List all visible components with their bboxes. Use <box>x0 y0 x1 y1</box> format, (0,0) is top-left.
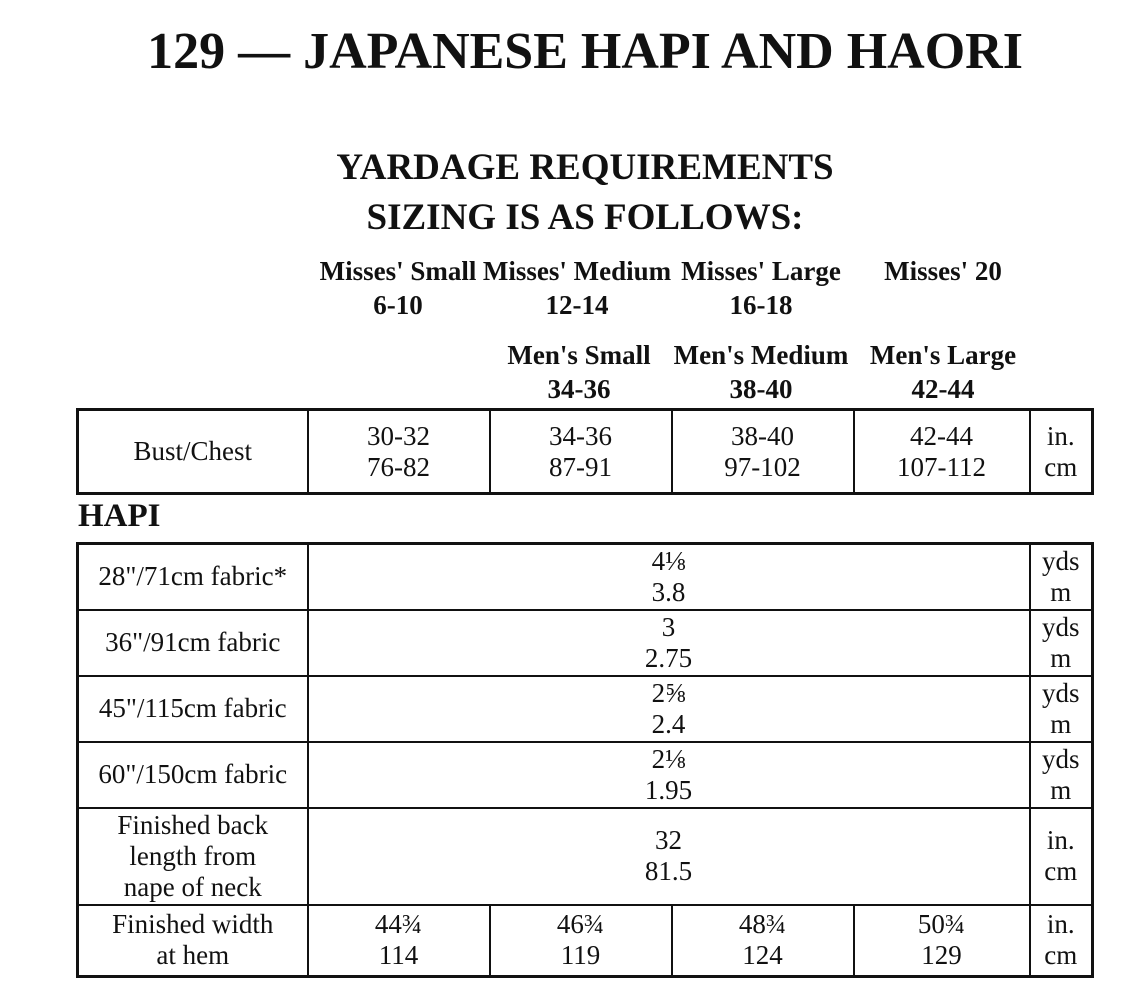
unit-cell: in. cm <box>1030 905 1093 977</box>
mens-size-name: Men's Medium <box>673 340 849 370</box>
unit-cell: yds m <box>1030 676 1093 742</box>
mens-size-range: 42-44 <box>911 374 975 404</box>
misses-size-range: 12-14 <box>545 290 609 320</box>
table-cell: 32 81.5 <box>308 808 1030 905</box>
table-cell: 2⅛ 1.95 <box>308 742 1030 808</box>
table-cell: 48¾ 124 <box>672 905 854 977</box>
table-cell: 38-40 97-102 <box>672 410 854 494</box>
row-label: Bust/Chest <box>78 410 308 494</box>
section-label-hapi: HAPI <box>78 498 161 534</box>
table-cell: 46¾ 119 <box>490 905 672 977</box>
table-row <box>78 610 1093 676</box>
mens-header-col-2 <box>488 338 670 406</box>
unit-cell: yds m <box>1030 742 1093 808</box>
mens-size-name: Men's Small <box>507 340 651 370</box>
table-cell: 50¾ 129 <box>854 905 1030 977</box>
table-row <box>78 676 1093 742</box>
misses-size-range: 6-10 <box>373 290 423 320</box>
row-label: 60"/150cm fabric <box>78 742 308 808</box>
misses-size-range: 16-18 <box>729 290 793 320</box>
mens-header-col-4 <box>852 338 1034 406</box>
misses-size-name: Misses' Medium <box>482 256 672 286</box>
table-cell: 30-32 76-82 <box>308 410 490 494</box>
unit-cell: yds m <box>1030 610 1093 676</box>
unit-cell: in. cm <box>1030 808 1093 905</box>
size-header-col-4 <box>852 254 1034 288</box>
misses-size-name: Misses' Large <box>681 256 841 286</box>
page-title: 129 — JAPANESE HAPI AND HAORI <box>147 23 1023 80</box>
misses-size-name: Misses' 20 <box>884 256 1002 286</box>
row-label: 36"/91cm fabric <box>78 610 308 676</box>
mens-header-col-3 <box>670 338 852 406</box>
table-row <box>78 742 1093 808</box>
mens-size-range: 34-36 <box>547 374 611 404</box>
table-cell: 2⅝ 2.4 <box>308 676 1030 742</box>
table-cell: 34-36 87-91 <box>490 410 672 494</box>
table-cell: 3 2.75 <box>308 610 1030 676</box>
table-cell: 44¾ 114 <box>308 905 490 977</box>
row-label: Finished back length from nape of neck <box>78 808 308 905</box>
size-header-col-2 <box>482 254 672 322</box>
table-cell: 4⅛ 3.8 <box>308 544 1030 610</box>
bust-chest-table <box>76 408 1094 495</box>
table-cell: 42-44 107-112 <box>854 410 1030 494</box>
subheading-sizing: SIZING IS AS FOLLOWS: <box>366 197 804 238</box>
subheading-yardage: YARDAGE REQUIREMENTS <box>336 147 834 188</box>
row-label: 28"/71cm fabric* <box>78 544 308 610</box>
unit-cell: yds m <box>1030 544 1093 610</box>
mens-size-name: Men's Large <box>869 340 1017 370</box>
table-row <box>78 808 1093 905</box>
table-row <box>78 410 1093 494</box>
hapi-yardage-table <box>76 542 1094 978</box>
table-row <box>78 544 1093 610</box>
row-label: Finished width at hem <box>78 905 308 977</box>
size-header-col-3 <box>670 254 852 322</box>
mens-size-range: 38-40 <box>729 374 793 404</box>
row-label: 45"/115cm fabric <box>78 676 308 742</box>
table-row <box>78 905 1093 977</box>
size-header-col-1 <box>307 254 489 322</box>
misses-size-name: Misses' Small <box>319 256 477 286</box>
unit-cell: in. cm <box>1030 410 1093 494</box>
